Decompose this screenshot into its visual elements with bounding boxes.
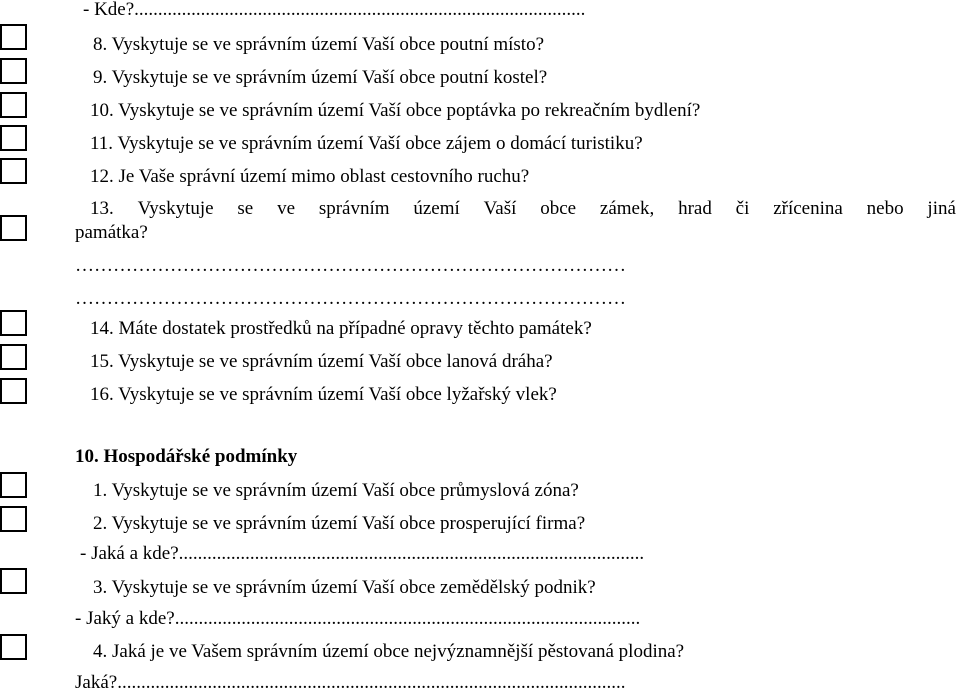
section-question-4: 4. Jaká je ve Vašem správním území obce nejvýznamnější pěstovaná plodina? [93, 641, 685, 662]
question-8: 8. Vyskytuje se ve správním území Vaší obce poutní místo? [93, 34, 545, 55]
q13-word: území [413, 198, 460, 219]
q13-word: obce [540, 198, 577, 219]
checkbox-q16[interactable] [0, 378, 27, 404]
section-question-1: 1. Vyskytuje se ve správním území Vaší obce průmyslová zóna? [93, 480, 579, 501]
dotted-answer-line-2[interactable]: …………………………………………………………………………… [75, 288, 626, 309]
q13-word: se [237, 198, 254, 219]
question-13-continuation: památka? [75, 222, 148, 243]
section-question-4-prompt: Jaká?........................................................................................................... [75, 672, 626, 693]
checkbox-q12[interactable] [0, 158, 27, 184]
section-question-3: 3. Vyskytuje se ve správním území Vaší obce zemědělský podnik? [93, 577, 596, 598]
dotted-answer-line-1[interactable]: …………………………………………………………………………… [75, 255, 626, 276]
question-16: 16. Vyskytuje se ve správním území Vaší obce lyžařský vlek? [90, 384, 557, 405]
question-10: 10. Vyskytuje se ve správním území Vaší obce poptávka po rekreačním bydlení? [90, 100, 701, 121]
q13-word: zřícenina [773, 198, 843, 219]
question-9: 9. Vyskytuje se ve správním území Vaší obce poutní kostel? [93, 67, 548, 88]
checkbox-q15[interactable] [0, 344, 27, 370]
q13-word: hrad [678, 198, 712, 219]
question-13 [90, 198, 956, 220]
checkbox-q9[interactable] [0, 58, 27, 84]
q13-word: správním [318, 198, 390, 219]
checkbox-s3[interactable] [0, 568, 27, 594]
checkbox-q14[interactable] [0, 310, 27, 336]
question-12: 12. Je Vaše správní území mimo oblast cestovního ruchu? [90, 166, 530, 187]
question-11: 11. Vyskytuje se ve správním území Vaší obce zájem o domácí turistiku? [90, 133, 643, 154]
checkbox-q10[interactable] [0, 92, 27, 118]
q13-word: 13. [90, 198, 114, 219]
checkbox-s2[interactable] [0, 506, 27, 532]
checkbox-s4[interactable] [0, 634, 27, 660]
kde-prompt: - Kde?............................................................................................... [83, 0, 586, 20]
q13-word: Vyskytuje [137, 198, 214, 219]
checkbox-q11[interactable] [0, 125, 27, 151]
section-question-3-prompt: - Jaký a kde?.................................................................................................. [75, 608, 641, 629]
q13-word: nebo [866, 198, 904, 219]
section-heading: 10. Hospodářské podmínky [75, 446, 298, 467]
q13-word: ve [277, 198, 295, 219]
q13-word: či [735, 198, 750, 219]
question-14: 14. Máte dostatek prostředků na případné opravy těchto památek? [90, 318, 592, 339]
q13-word: Vaší [483, 198, 517, 219]
question-15: 15. Vyskytuje se ve správním území Vaší obce lanová dráha? [90, 351, 553, 372]
section-question-2-prompt: - Jaká a kde?.................................................................................................. [80, 543, 645, 564]
checkbox-q13[interactable] [0, 215, 27, 241]
q13-word: zámek, [599, 198, 655, 219]
section-question-2: 2. Vyskytuje se ve správním území Vaší obce prosperující firma? [93, 513, 586, 534]
checkbox-s1[interactable] [0, 472, 27, 498]
checkbox-q8[interactable] [0, 24, 27, 50]
q13-word: jiná [927, 198, 956, 219]
